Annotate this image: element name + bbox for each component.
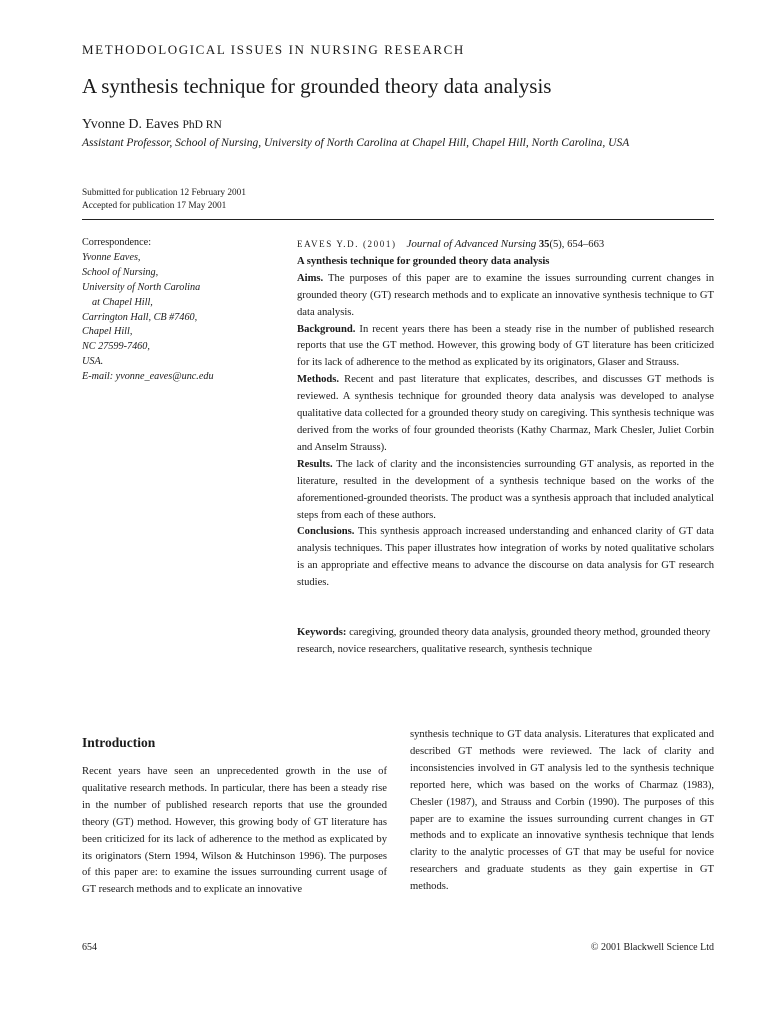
- citation-pages: (5), 654–663: [549, 239, 605, 250]
- intro-paragraph-continued: synthesis technique to GT data analysis. Literatures that explicated and described GT methods were reviewed. The lack of clarity and inconsistencies involved in GT analysis led to the synthesis technique reported here, which was based on the works of Charmaz (1983), Chesler (1987), and Strauss and Corbin (1990). The purposes of this paper are to examine the issues surrounding current changes in GT methods and to explicate an innovative synthesis technique that lends clarity to the analytic processes of GT that may be useful for novice researchers and graduate students as they gain expertise in GT methods.: [410, 729, 714, 893]
- correspondence-line: NC 27599-7460,: [82, 341, 150, 353]
- abstract-methods: [297, 372, 714, 457]
- correspondence-line: Chapel Hill,: [82, 326, 133, 338]
- article-title: A synthesis technique for grounded theory data analysis: [82, 74, 552, 98]
- keywords: [297, 625, 714, 659]
- author-line: [82, 117, 222, 133]
- intro-paragraph: Recent years have seen an unprecedented growth in the use of qualitative research methods. In particular, there has been a steady rise in the number of published research reports that use the grounded theory (GT) method. However, this growing body of GT literature has been criticized for its lack of adherence to the method as explicated by its originators (Stern 1994, Wilson & Hutchinson 1996). The purposes of this paper are: to examine the issues surrounding current usage of GT research methods and to explicate an innovative: [82, 766, 387, 896]
- correspondence-line: Yvonne Eaves,: [82, 251, 141, 263]
- submitted-date: Submitted for publication 12 February 2001: [82, 188, 246, 198]
- author-name: Yvonne D. Eaves: [82, 117, 179, 132]
- background-label: Background.: [297, 323, 356, 335]
- correspondence-block: [82, 236, 262, 385]
- page-number: 654: [82, 942, 97, 953]
- author-credentials: PhD RN: [182, 119, 222, 131]
- body-column-left: [82, 735, 387, 899]
- correspondence-line: USA.: [82, 356, 104, 368]
- abstract: [297, 236, 714, 592]
- results-text: The lack of clarity and the inconsistencies surrounding GT analysis, as reported in the literature, resulted in the development of a synthesis technique based on the works of the aforementioned-grounded theorists. The product was a synthesis approach that included analytical steps from each of these authors.: [297, 458, 714, 521]
- results-label: Results.: [297, 458, 333, 470]
- section-heading-introduction: Introduction: [82, 735, 156, 750]
- conclusions-text: This synthesis approach increased understanding and enhanced clarity of GT data analysis techniques. This paper illustrates how integration of works by noted qualitative scholars is an appropriate and effective means to advance the discourse on data analysis for GT research studies.: [297, 526, 714, 589]
- conclusions-label: Conclusions.: [297, 526, 355, 538]
- abstract-results: [297, 457, 714, 525]
- abstract-title: A synthesis technique for grounded theory data analysis: [297, 255, 550, 267]
- citation-author: EAVES Y.D. (2001): [297, 239, 397, 249]
- aims-text: The purposes of this paper are to examine the issues surrounding current changes in grounded theory (GT) research methods and to explicate an innovative synthesis technique to GT data analysis.: [297, 272, 714, 318]
- publication-dates: [82, 187, 246, 213]
- body-column-right: [410, 727, 714, 896]
- correspondence-line: Carrington Hall, CB #7460,: [82, 311, 198, 323]
- keywords-label: Keywords:: [297, 627, 347, 638]
- abstract-background: [297, 322, 714, 373]
- header-divider: [82, 219, 714, 220]
- correspondence-label: Correspondence:: [82, 237, 152, 248]
- background-text: In recent years there has been a steady rise in the number of published research reports that use the GT method. However, this growing body of GT literature has been criticized for its lack of adherence to the method as explicated by its originators, Glaser and Strauss.: [297, 323, 714, 369]
- correspondence-line: at Chapel Hill,: [92, 296, 153, 308]
- keywords-text: caregiving, grounded theory data analysis, grounded theory method, grounded theory research, novice researchers, qualitative research, synthesis technique: [297, 627, 711, 655]
- accepted-date: Accepted for publication 17 May 2001: [82, 201, 227, 211]
- citation-volume: 35: [538, 239, 550, 250]
- citation-line: [297, 236, 714, 254]
- section-label: METHODOLOGICAL ISSUES IN NURSING RESEARCH: [82, 42, 465, 57]
- correspondence-line: School of Nursing,: [82, 266, 159, 278]
- abstract-aims: [297, 271, 714, 322]
- correspondence-email[interactable]: E-mail: yvonne_eaves@unc.edu: [82, 371, 214, 383]
- methods-text: Recent and past literature that explicates, describes, and discusses GT methods is reviewed. A synthesis technique for grounded theory data analysis was developed to analyse qualitative data collected for a grounded theory study on caregiving. This synthesis technique was derived from the works of four grounded theorists (Kathy Charmaz, Mark Chesler, Juliet Corbin and Anselm Strauss).: [297, 374, 714, 453]
- aims-label: Aims.: [297, 272, 324, 284]
- correspondence-line: University of North Carolina: [82, 281, 201, 293]
- abstract-conclusions: [297, 524, 714, 592]
- methods-label: Methods.: [297, 374, 340, 386]
- citation-journal: Journal of Advanced Nursing: [406, 238, 537, 250]
- copyright: © 2001 Blackwell Science Ltd: [590, 942, 714, 953]
- author-affiliation: Assistant Professor, School of Nursing, University of North Carolina at Chapel Hill, Chapel Hill, North Carolina, USA: [82, 137, 630, 149]
